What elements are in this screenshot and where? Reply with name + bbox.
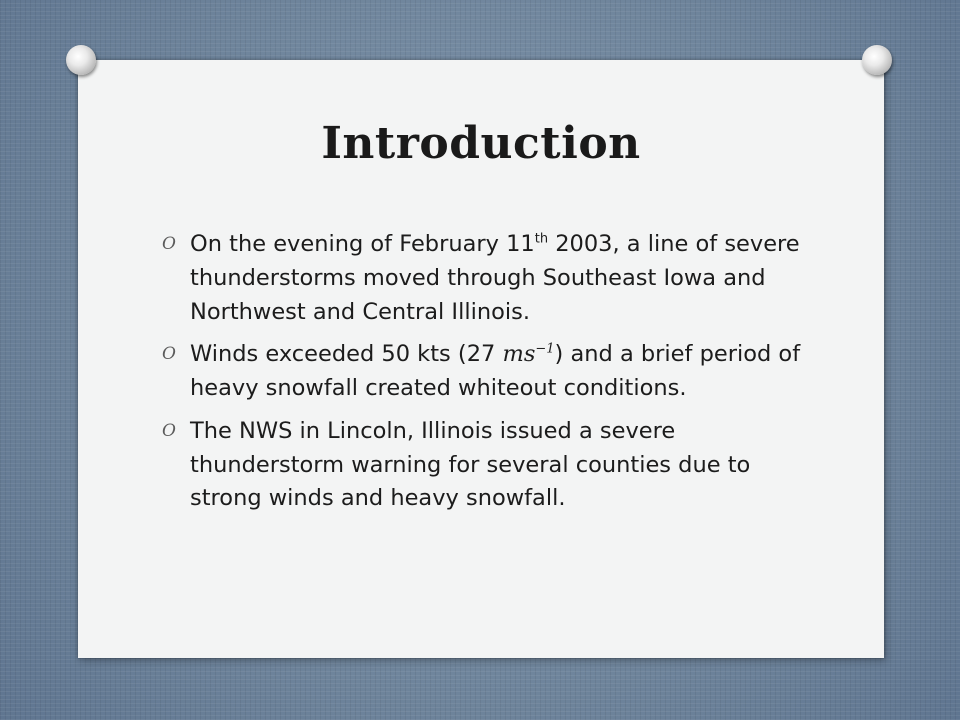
- bullet-item-3: [162, 415, 802, 516]
- slide-title: Introduction: [321, 118, 641, 169]
- bullet-marker-icon: O: [162, 420, 176, 441]
- bullet-item-2: [162, 338, 802, 406]
- bullet-1-text-end: 2003, a line of severe thunderstorms moved through Southeast Iowa and Northwest and Central Illinois.: [190, 231, 800, 325]
- bullet-2-math-unit: ms: [502, 341, 536, 368]
- bullet-2-text-end: ) and a brief period of heavy snowfall created whiteout conditions.: [190, 341, 801, 401]
- bullet-1-superscript: th: [534, 231, 549, 247]
- bullet-item-1: [162, 228, 802, 329]
- bullet-2-text-start: Winds exceeded 50 kts (27: [190, 341, 503, 368]
- bullet-3-text: The NWS in Lincoln, Illinois issued a severe thunderstorm warning for several counties due to strong winds and heavy snowfall.: [190, 417, 751, 512]
- bullet-marker-icon: O: [162, 234, 176, 254]
- pushpin-icon-left: [66, 45, 96, 75]
- bullet-list: [162, 228, 802, 525]
- bullet-1-text-start: On the evening of February 11: [190, 231, 535, 257]
- bullet-2-math-exponent: −1: [535, 341, 555, 357]
- bullet-marker-icon: O: [162, 344, 176, 365]
- pushpin-icon-right: [862, 45, 892, 75]
